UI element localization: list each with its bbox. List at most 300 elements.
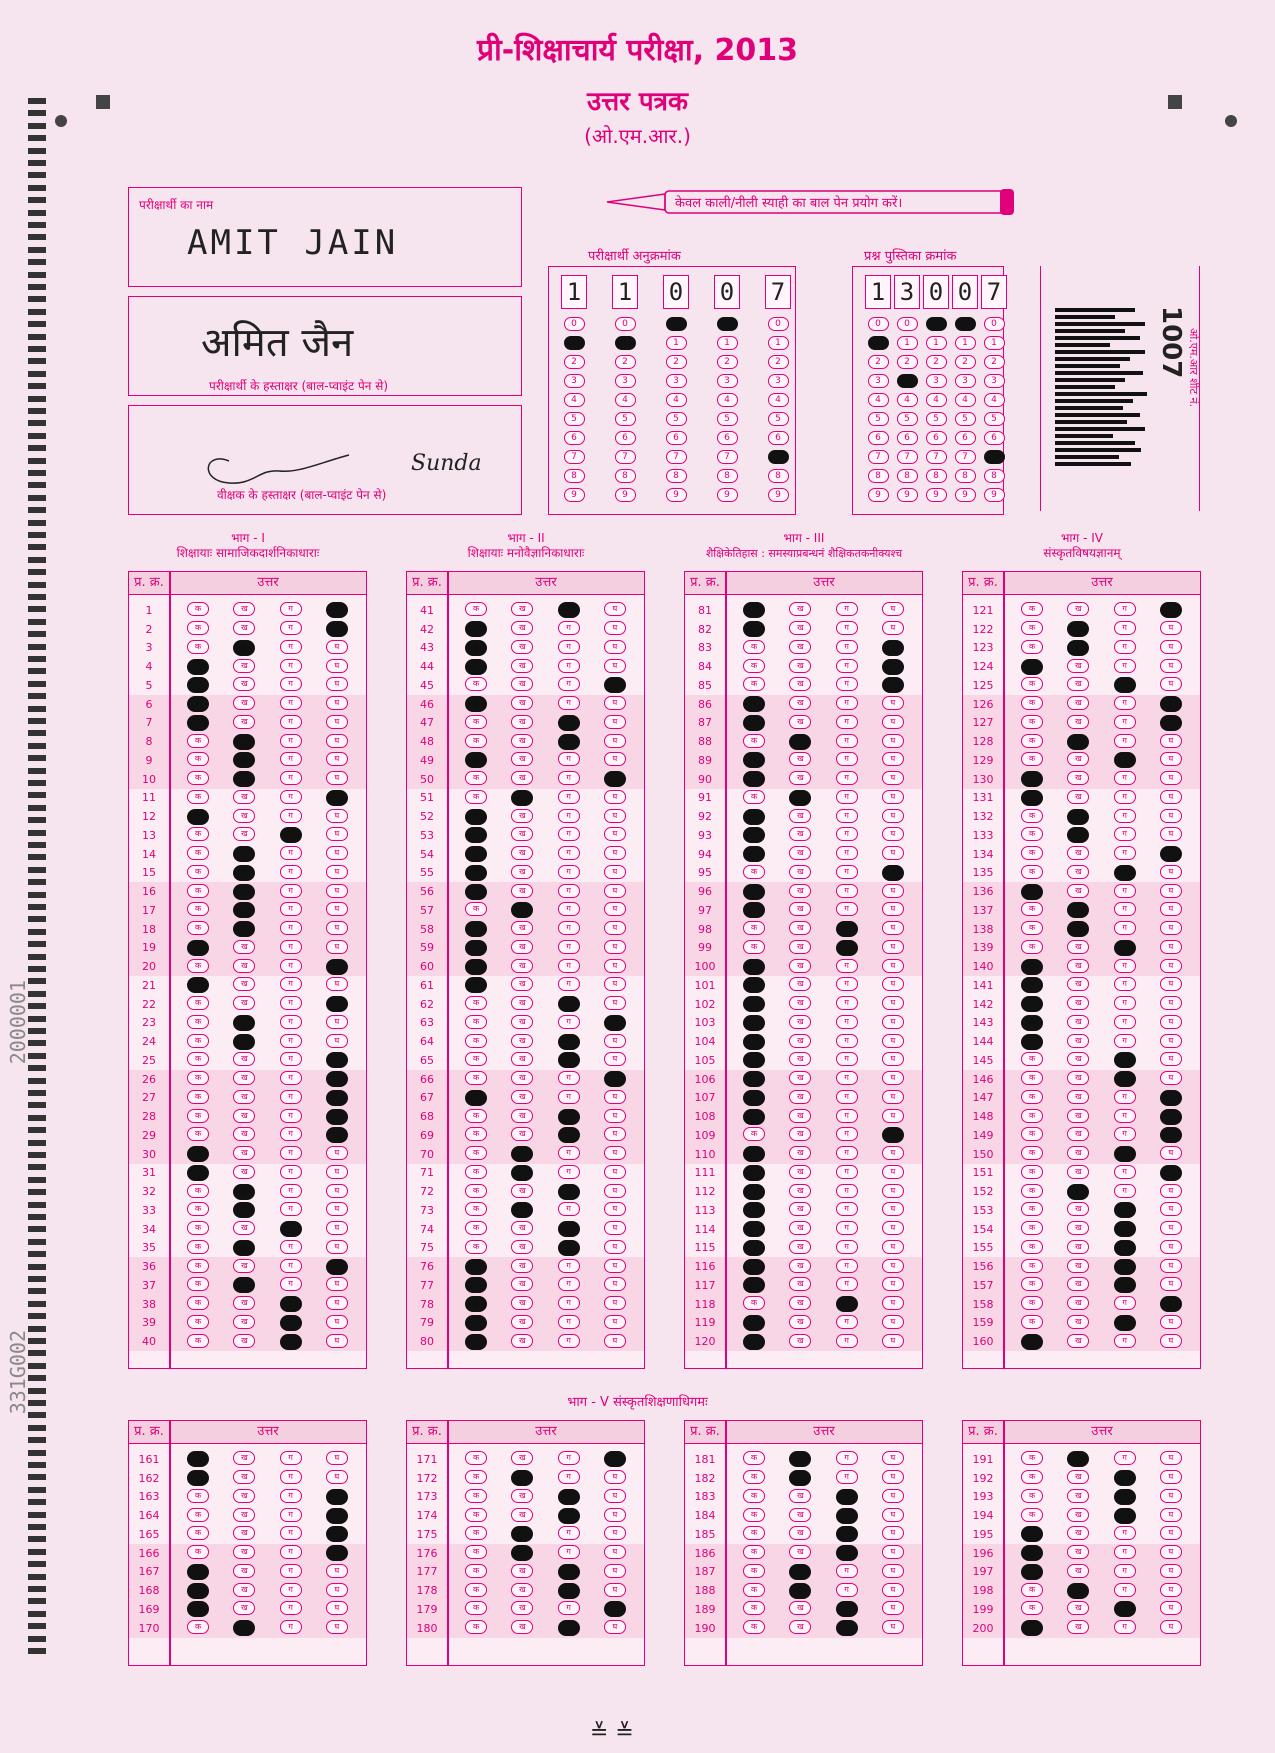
option-bubble[interactable]: क (743, 677, 765, 691)
option-bubble[interactable]: क (743, 640, 765, 654)
option-bubble[interactable]: ग (558, 902, 580, 916)
option-bubble[interactable]: क (187, 1071, 209, 1085)
option-bubble[interactable]: ग (1114, 640, 1136, 654)
option-bubble[interactable]: ख (1067, 1221, 1089, 1235)
option-bubble[interactable]: ख (1067, 846, 1089, 860)
option-bubble[interactable]: क (1021, 1508, 1043, 1522)
option-bubble[interactable]: ख (789, 1334, 811, 1348)
option-bubble[interactable]: घ (326, 1202, 348, 1216)
booklet-digit-bubble[interactable]: 5 (868, 412, 889, 426)
option-bubble[interactable]: ख (1067, 1601, 1089, 1615)
option-bubble[interactable]: क (1021, 1184, 1043, 1198)
option-bubble[interactable]: ख (789, 1277, 811, 1291)
option-bubble[interactable]: ख (1067, 1334, 1089, 1348)
booklet-digit-bubble[interactable]: 7 (868, 450, 889, 464)
option-bubble[interactable]: ग (1114, 1489, 1136, 1505)
booklet-digit-bubble[interactable]: 0 (897, 317, 918, 331)
option-bubble[interactable]: क (743, 1221, 765, 1237)
booklet-digit-bubble[interactable]: 8 (868, 469, 889, 483)
option-bubble[interactable]: क (743, 940, 765, 954)
option-bubble[interactable]: ग (1114, 1127, 1136, 1141)
option-bubble[interactable]: ग (836, 1259, 858, 1273)
option-bubble[interactable]: घ (326, 1583, 348, 1597)
option-bubble[interactable]: ख (233, 1277, 255, 1293)
booklet-digit-bubble[interactable]: 7 (897, 450, 918, 464)
option-bubble[interactable]: क (187, 640, 209, 654)
option-bubble[interactable]: घ (1160, 1184, 1182, 1198)
option-bubble[interactable]: क (465, 827, 487, 843)
option-bubble[interactable]: क (465, 865, 487, 881)
option-bubble[interactable]: क (187, 846, 209, 860)
option-bubble[interactable]: घ (882, 921, 904, 935)
option-bubble[interactable]: क (743, 715, 765, 731)
option-bubble[interactable]: घ (604, 1109, 626, 1123)
option-bubble[interactable]: घ (882, 1052, 904, 1066)
option-bubble[interactable]: घ (326, 1146, 348, 1160)
roll-digit-bubble[interactable]: 8 (717, 469, 738, 483)
option-bubble[interactable]: क (1021, 1564, 1043, 1580)
option-bubble[interactable]: क (743, 1146, 765, 1162)
option-bubble[interactable]: ख (233, 884, 255, 900)
option-bubble[interactable]: क (1021, 1526, 1043, 1542)
option-bubble[interactable]: ख (789, 846, 811, 860)
option-bubble[interactable]: ग (836, 827, 858, 841)
option-bubble[interactable]: क (465, 1601, 487, 1615)
option-bubble[interactable]: ख (511, 1489, 533, 1503)
option-bubble[interactable]: घ (1160, 959, 1182, 973)
option-bubble[interactable]: ग (558, 1221, 580, 1237)
option-bubble[interactable]: घ (604, 790, 626, 804)
option-bubble[interactable]: घ (604, 865, 626, 879)
option-bubble[interactable]: ग (836, 621, 858, 635)
option-bubble[interactable]: क (1021, 734, 1043, 748)
option-bubble[interactable]: ख (511, 977, 533, 991)
option-bubble[interactable]: क (465, 1090, 487, 1106)
option-bubble[interactable]: ग (558, 621, 580, 635)
option-bubble[interactable]: ग (836, 1277, 858, 1291)
option-bubble[interactable]: घ (326, 734, 348, 748)
option-bubble[interactable]: ख (233, 1545, 255, 1559)
option-bubble[interactable]: ग (836, 902, 858, 916)
option-bubble[interactable]: क (187, 1451, 209, 1467)
roll-digit-bubble[interactable]: 5 (615, 412, 636, 426)
option-bubble[interactable]: ग (280, 827, 302, 843)
option-bubble[interactable]: ग (280, 940, 302, 954)
option-bubble[interactable]: क (1021, 1146, 1043, 1160)
option-bubble[interactable]: क (743, 1451, 765, 1465)
booklet-digit-bubble[interactable]: 0 (955, 317, 976, 331)
option-bubble[interactable]: घ (326, 1034, 348, 1048)
option-bubble[interactable]: घ (1160, 865, 1182, 879)
roll-digit-bubble[interactable]: 0 (564, 317, 585, 331)
option-bubble[interactable]: ग (558, 602, 580, 618)
option-bubble[interactable]: ग (280, 1564, 302, 1578)
option-bubble[interactable]: ख (233, 1564, 255, 1578)
option-bubble[interactable]: क (187, 1545, 209, 1559)
option-bubble[interactable]: क (1021, 696, 1043, 710)
option-bubble[interactable]: घ (326, 921, 348, 935)
option-bubble[interactable]: घ (326, 1052, 348, 1068)
option-bubble[interactable]: ख (1067, 734, 1089, 750)
option-bubble[interactable]: घ (1160, 846, 1182, 862)
option-bubble[interactable]: ख (511, 902, 533, 918)
option-bubble[interactable]: ग (558, 1296, 580, 1310)
option-bubble[interactable]: ग (836, 1583, 858, 1597)
option-bubble[interactable]: ख (789, 621, 811, 635)
booklet-digit-bubble[interactable]: 6 (984, 431, 1005, 445)
option-bubble[interactable]: ख (511, 1146, 533, 1162)
option-bubble[interactable]: क (465, 1470, 487, 1484)
option-bubble[interactable]: ख (789, 884, 811, 898)
option-bubble[interactable]: ख (1067, 809, 1089, 825)
option-bubble[interactable]: ग (836, 996, 858, 1010)
option-bubble[interactable]: ग (1114, 602, 1136, 616)
option-bubble[interactable]: क (743, 977, 765, 993)
option-bubble[interactable]: घ (604, 921, 626, 935)
option-bubble[interactable]: ग (558, 1146, 580, 1160)
booklet-digit-bubble[interactable]: 8 (897, 469, 918, 483)
option-bubble[interactable]: ग (558, 1526, 580, 1540)
option-bubble[interactable]: ख (1067, 752, 1089, 766)
option-bubble[interactable]: घ (604, 771, 626, 787)
roll-digit-bubble[interactable]: 0 (717, 317, 738, 331)
option-bubble[interactable]: ग (558, 846, 580, 860)
option-bubble[interactable]: क (743, 1508, 765, 1522)
option-bubble[interactable]: क (1021, 921, 1043, 935)
option-bubble[interactable]: ख (789, 1508, 811, 1522)
option-bubble[interactable]: ख (789, 752, 811, 766)
roll-digit-bubble[interactable]: 6 (717, 431, 738, 445)
option-bubble[interactable]: क (187, 677, 209, 693)
booklet-digit-bubble[interactable]: 4 (897, 393, 918, 407)
option-bubble[interactable]: ग (280, 959, 302, 973)
option-bubble[interactable]: ग (280, 1277, 302, 1291)
option-bubble[interactable]: क (1021, 1052, 1043, 1066)
option-bubble[interactable]: ख (1067, 1277, 1089, 1291)
option-bubble[interactable]: ख (511, 846, 533, 860)
option-bubble[interactable]: ख (1067, 865, 1089, 879)
option-bubble[interactable]: घ (882, 902, 904, 916)
option-bubble[interactable]: घ (882, 752, 904, 766)
option-bubble[interactable]: घ (326, 621, 348, 637)
option-bubble[interactable]: ख (511, 790, 533, 806)
booklet-digit-bubble[interactable]: 5 (984, 412, 1005, 426)
option-bubble[interactable]: ख (1067, 1165, 1089, 1179)
option-bubble[interactable]: ग (1114, 696, 1136, 710)
option-bubble[interactable]: क (743, 1526, 765, 1540)
option-bubble[interactable]: क (465, 602, 487, 616)
option-bubble[interactable]: ग (558, 790, 580, 804)
option-bubble[interactable]: घ (604, 940, 626, 954)
option-bubble[interactable]: घ (1160, 996, 1182, 1010)
option-bubble[interactable]: ख (511, 940, 533, 954)
option-bubble[interactable]: घ (326, 827, 348, 841)
option-bubble[interactable]: क (187, 1470, 209, 1486)
option-bubble[interactable]: ख (511, 715, 533, 729)
option-bubble[interactable]: ग (280, 1583, 302, 1597)
option-bubble[interactable]: घ (1160, 884, 1182, 898)
option-bubble[interactable]: ग (836, 715, 858, 729)
option-bubble[interactable]: घ (1160, 640, 1182, 654)
option-bubble[interactable]: ग (836, 1071, 858, 1085)
option-bubble[interactable]: ग (1114, 902, 1136, 916)
option-bubble[interactable]: ख (789, 1564, 811, 1580)
option-bubble[interactable]: घ (1160, 1146, 1182, 1160)
option-bubble[interactable]: ख (511, 640, 533, 654)
option-bubble[interactable]: घ (882, 1583, 904, 1597)
option-bubble[interactable]: घ (604, 677, 626, 693)
option-bubble[interactable]: ग (836, 1470, 858, 1484)
option-bubble[interactable]: क (465, 752, 487, 768)
option-bubble[interactable]: ख (511, 827, 533, 841)
option-bubble[interactable]: घ (1160, 1526, 1182, 1540)
option-bubble[interactable]: घ (604, 1184, 626, 1198)
booklet-digit-bubble[interactable]: 2 (955, 355, 976, 369)
option-bubble[interactable]: घ (604, 1583, 626, 1597)
option-bubble[interactable]: घ (604, 696, 626, 710)
option-bubble[interactable]: घ (882, 696, 904, 710)
option-bubble[interactable]: क (1021, 677, 1043, 691)
option-bubble[interactable]: ख (1067, 1259, 1089, 1273)
option-bubble[interactable]: क (465, 902, 487, 916)
option-bubble[interactable]: घ (604, 1508, 626, 1522)
option-bubble[interactable]: क (743, 1334, 765, 1350)
option-bubble[interactable]: घ (604, 1564, 626, 1578)
option-bubble[interactable]: ख (233, 1202, 255, 1218)
option-bubble[interactable]: ख (789, 771, 811, 785)
option-bubble[interactable]: घ (882, 1202, 904, 1216)
roll-digit-bubble[interactable]: 0 (615, 317, 636, 331)
option-bubble[interactable]: ख (233, 1315, 255, 1329)
option-bubble[interactable]: ग (1114, 827, 1136, 841)
option-bubble[interactable]: क (743, 827, 765, 843)
option-bubble[interactable]: घ (882, 1165, 904, 1179)
option-bubble[interactable]: ग (836, 1090, 858, 1104)
option-bubble[interactable]: ग (836, 1451, 858, 1465)
option-bubble[interactable]: क (743, 1202, 765, 1218)
option-bubble[interactable]: ग (280, 621, 302, 635)
option-bubble[interactable]: ग (1114, 865, 1136, 881)
option-bubble[interactable]: ग (280, 640, 302, 654)
option-bubble[interactable]: ख (789, 1034, 811, 1048)
option-bubble[interactable]: ख (789, 1052, 811, 1066)
option-bubble[interactable]: घ (1160, 1240, 1182, 1254)
option-bubble[interactable]: घ (326, 1470, 348, 1484)
option-bubble[interactable]: ख (511, 771, 533, 785)
option-bubble[interactable]: क (465, 959, 487, 975)
option-bubble[interactable]: घ (1160, 1451, 1182, 1465)
option-bubble[interactable]: ख (511, 602, 533, 616)
option-bubble[interactable]: ख (511, 1508, 533, 1522)
option-bubble[interactable]: घ (882, 1489, 904, 1503)
option-bubble[interactable]: घ (604, 846, 626, 860)
option-bubble[interactable]: ख (233, 996, 255, 1010)
option-bubble[interactable]: क (743, 621, 765, 637)
option-bubble[interactable]: घ (604, 1296, 626, 1310)
option-bubble[interactable]: ग (558, 1277, 580, 1291)
option-bubble[interactable]: ग (1114, 752, 1136, 768)
option-bubble[interactable]: ख (1067, 1583, 1089, 1599)
option-bubble[interactable]: ख (233, 640, 255, 656)
option-bubble[interactable]: क (187, 1090, 209, 1104)
option-bubble[interactable]: ख (789, 1202, 811, 1216)
option-bubble[interactable]: क (187, 865, 209, 879)
option-bubble[interactable]: ख (511, 1564, 533, 1578)
option-bubble[interactable]: ग (1114, 1470, 1136, 1486)
option-bubble[interactable]: ग (1114, 884, 1136, 898)
option-bubble[interactable]: ग (836, 1489, 858, 1505)
option-bubble[interactable]: ग (558, 1545, 580, 1559)
option-bubble[interactable]: ग (836, 771, 858, 785)
option-bubble[interactable]: घ (326, 940, 348, 954)
option-bubble[interactable]: ख (511, 1240, 533, 1254)
booklet-digit-bubble[interactable]: 7 (955, 450, 976, 464)
option-bubble[interactable]: क (1021, 977, 1043, 993)
option-bubble[interactable]: क (743, 1620, 765, 1634)
option-bubble[interactable]: ख (1067, 1470, 1089, 1484)
roll-digit-bubble[interactable]: 3 (717, 374, 738, 388)
option-bubble[interactable]: क (465, 696, 487, 712)
option-bubble[interactable]: ग (1114, 1451, 1136, 1465)
option-bubble[interactable]: घ (1160, 677, 1182, 691)
option-bubble[interactable]: ग (1114, 677, 1136, 693)
option-bubble[interactable]: क (1021, 790, 1043, 806)
option-bubble[interactable]: क (465, 1015, 487, 1029)
option-bubble[interactable]: ग (1114, 1277, 1136, 1293)
option-bubble[interactable]: घ (1160, 602, 1182, 618)
option-bubble[interactable]: क (187, 790, 209, 804)
option-bubble[interactable]: ख (1067, 1034, 1089, 1048)
option-bubble[interactable]: क (1021, 902, 1043, 916)
option-bubble[interactable]: घ (882, 1071, 904, 1085)
option-bubble[interactable]: ग (836, 1184, 858, 1198)
option-bubble[interactable]: क (187, 734, 209, 748)
option-bubble[interactable]: ग (836, 752, 858, 766)
option-bubble[interactable]: ख (233, 1184, 255, 1200)
option-bubble[interactable]: ग (558, 809, 580, 823)
option-bubble[interactable]: क (743, 1259, 765, 1275)
option-bubble[interactable]: ग (836, 677, 858, 691)
option-bubble[interactable]: ख (233, 1090, 255, 1104)
option-bubble[interactable]: ग (836, 659, 858, 673)
option-bubble[interactable]: ग (558, 1315, 580, 1329)
roll-digit-bubble[interactable]: 6 (768, 431, 789, 445)
option-bubble[interactable]: ख (233, 1052, 255, 1066)
option-bubble[interactable]: क (187, 1277, 209, 1291)
option-bubble[interactable]: ग (836, 734, 858, 748)
option-bubble[interactable]: क (187, 752, 209, 766)
option-bubble[interactable]: ख (1067, 827, 1089, 843)
option-bubble[interactable]: घ (882, 640, 904, 656)
option-bubble[interactable]: क (465, 734, 487, 748)
option-bubble[interactable]: ख (789, 1071, 811, 1085)
option-bubble[interactable]: घ (1160, 1620, 1182, 1634)
booklet-digit-bubble[interactable]: 9 (984, 488, 1005, 502)
option-bubble[interactable]: ग (836, 1526, 858, 1542)
option-bubble[interactable]: ग (1114, 1240, 1136, 1256)
option-bubble[interactable]: क (1021, 1202, 1043, 1216)
roll-digit-bubble[interactable]: 3 (768, 374, 789, 388)
option-bubble[interactable]: ख (511, 1071, 533, 1085)
option-bubble[interactable]: क (465, 1165, 487, 1179)
roll-digit-bubble[interactable]: 6 (615, 431, 636, 445)
option-bubble[interactable]: ग (836, 1015, 858, 1029)
option-bubble[interactable]: ख (511, 621, 533, 635)
option-bubble[interactable]: घ (326, 1165, 348, 1179)
option-bubble[interactable]: ख (789, 659, 811, 673)
option-bubble[interactable]: ग (558, 1451, 580, 1465)
option-bubble[interactable]: घ (1160, 1583, 1182, 1597)
option-bubble[interactable]: क (187, 1052, 209, 1066)
option-bubble[interactable]: घ (1160, 1277, 1182, 1291)
option-bubble[interactable]: क (743, 1564, 765, 1578)
option-bubble[interactable]: घ (326, 809, 348, 823)
option-bubble[interactable]: क (465, 921, 487, 937)
option-bubble[interactable]: ख (1067, 977, 1089, 991)
option-bubble[interactable]: क (465, 1508, 487, 1522)
option-bubble[interactable]: घ (326, 996, 348, 1012)
option-bubble[interactable]: ख (233, 1146, 255, 1160)
option-bubble[interactable]: ग (836, 1508, 858, 1524)
roll-digit-bubble[interactable]: 1 (615, 336, 636, 350)
option-bubble[interactable]: घ (882, 865, 904, 881)
option-bubble[interactable]: क (465, 1489, 487, 1503)
option-bubble[interactable]: ग (836, 846, 858, 860)
option-bubble[interactable]: क (1021, 602, 1043, 616)
option-bubble[interactable]: घ (326, 1489, 348, 1505)
option-bubble[interactable]: क (743, 902, 765, 918)
option-bubble[interactable]: क (1021, 1034, 1043, 1050)
option-bubble[interactable]: ग (836, 1240, 858, 1254)
booklet-digit-bubble[interactable]: 8 (926, 469, 947, 483)
option-bubble[interactable]: ख (789, 1165, 811, 1179)
option-bubble[interactable]: ग (280, 1240, 302, 1254)
option-bubble[interactable]: घ (326, 659, 348, 673)
option-bubble[interactable]: ख (511, 1620, 533, 1634)
option-bubble[interactable]: ख (511, 1296, 533, 1310)
option-bubble[interactable]: ख (233, 809, 255, 823)
booklet-digit-bubble[interactable]: 9 (926, 488, 947, 502)
option-bubble[interactable]: घ (326, 1545, 348, 1561)
option-bubble[interactable]: ख (233, 1240, 255, 1256)
option-bubble[interactable]: ख (511, 1277, 533, 1291)
option-bubble[interactable]: ख (789, 977, 811, 991)
option-bubble[interactable]: ख (233, 1221, 255, 1235)
option-bubble[interactable]: क (465, 977, 487, 993)
option-bubble[interactable]: ग (558, 1109, 580, 1125)
option-bubble[interactable]: क (465, 1184, 487, 1198)
option-bubble[interactable]: ग (1114, 1508, 1136, 1524)
option-bubble[interactable]: ग (836, 1146, 858, 1160)
option-bubble[interactable]: ग (1114, 996, 1136, 1010)
option-bubble[interactable]: घ (326, 696, 348, 710)
option-bubble[interactable]: घ (1160, 1165, 1182, 1181)
option-bubble[interactable]: ग (280, 1620, 302, 1634)
option-bubble[interactable]: घ (326, 771, 348, 785)
roll-digit-bubble[interactable]: 2 (564, 355, 585, 369)
option-bubble[interactable]: घ (882, 659, 904, 675)
option-bubble[interactable]: ख (233, 846, 255, 862)
option-bubble[interactable]: घ (882, 1470, 904, 1484)
option-bubble[interactable]: ख (233, 921, 255, 937)
option-bubble[interactable]: ग (558, 1090, 580, 1104)
option-bubble[interactable]: ख (233, 602, 255, 616)
option-bubble[interactable]: घ (1160, 659, 1182, 673)
option-bubble[interactable]: घ (326, 1315, 348, 1329)
option-bubble[interactable]: ख (1067, 715, 1089, 729)
booklet-digit-bubble[interactable]: 1 (897, 336, 918, 350)
option-bubble[interactable]: ख (1067, 1508, 1089, 1522)
